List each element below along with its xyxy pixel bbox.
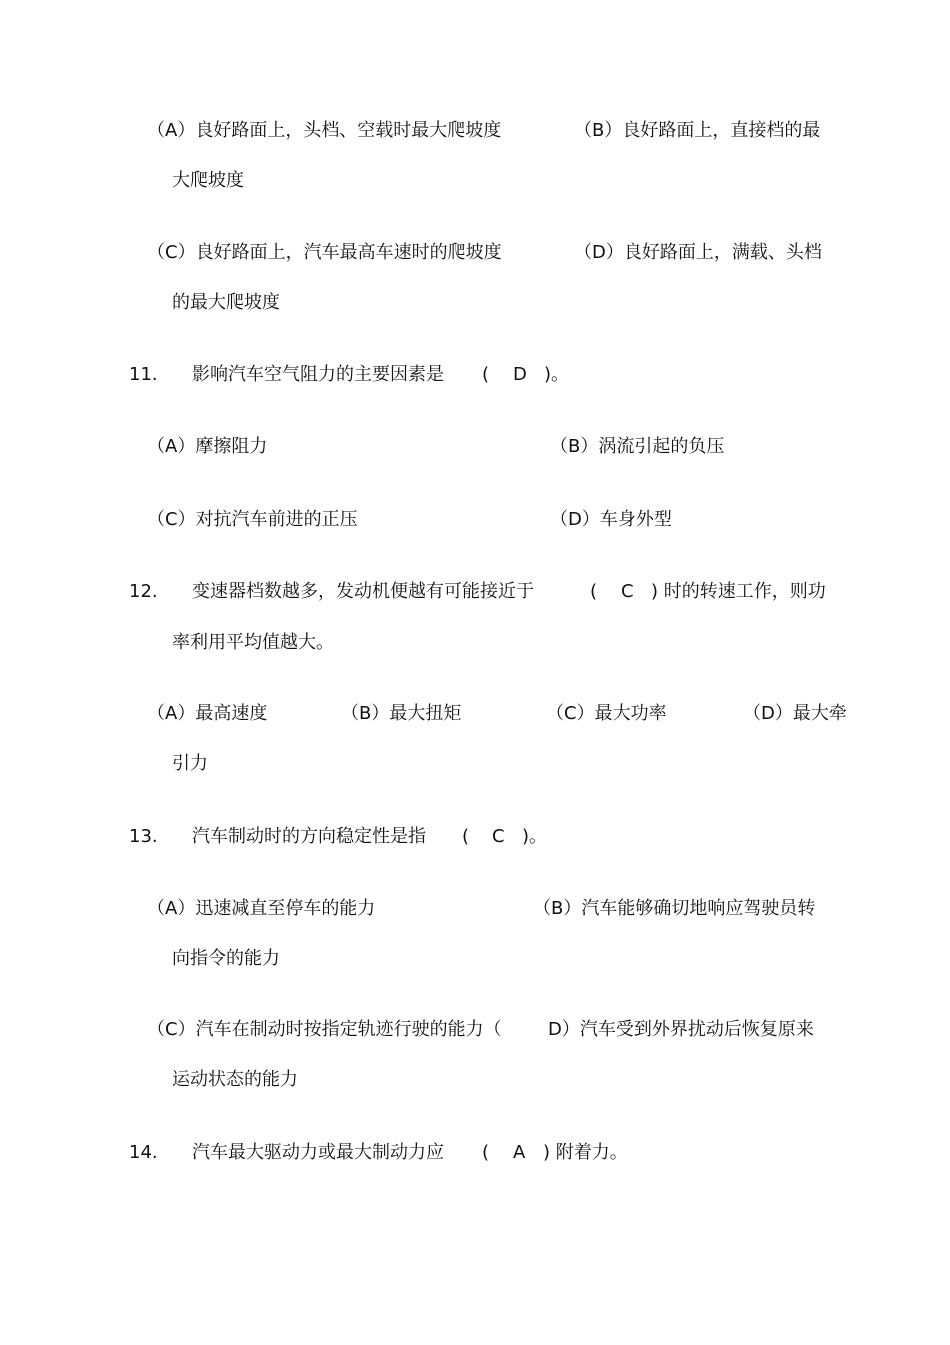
answer-letter: C xyxy=(492,826,505,847)
answer-letter: D xyxy=(513,364,527,385)
option-a: （A）最高速度 xyxy=(147,703,268,724)
option-b: （B）良好路面上，直接档的最 xyxy=(574,120,821,141)
answer-paren-close: )。 xyxy=(544,364,570,385)
option-d-continued: 的最大爬坡度 xyxy=(172,292,280,313)
question-stem: 汽车最大驱动力或最大制动力应 xyxy=(192,1142,444,1163)
option-a: （A）良好路面上，头档、空载时最大爬坡度 xyxy=(147,120,502,141)
question-stem-after: ) 时的转速工作，则功 xyxy=(651,581,826,602)
answer-paren-close: )。 xyxy=(522,826,548,847)
option-c: （C）汽车在制动时按指定轨迹行驶的能力（ xyxy=(147,1019,502,1040)
answer-paren-open: ( xyxy=(482,1142,490,1163)
option-d: D）汽车受到外界扰动后恢复原来 xyxy=(548,1019,814,1040)
option-c: （C）良好路面上，汽车最高车速时的爬坡度 xyxy=(147,242,502,263)
option-d: （D）车身外型 xyxy=(550,509,672,530)
option-d: （D）最大牵 xyxy=(743,703,847,724)
question-number: 13. xyxy=(129,826,158,847)
question-number: 14. xyxy=(129,1142,158,1163)
option-a: （A）迅速减直至停车的能力 xyxy=(147,898,376,919)
option-b: （B）涡流引起的负压 xyxy=(550,436,725,457)
option-b: （B）最大扭矩 xyxy=(341,703,462,724)
option-b-continued: 向指令的能力 xyxy=(172,948,280,969)
question-stem: 影响汽车空气阻力的主要因素是 xyxy=(192,364,444,385)
answer-paren-open: ( xyxy=(482,364,490,385)
option-d-continued: 引力 xyxy=(172,753,208,774)
question-stem-after: ) 附着力。 xyxy=(543,1142,628,1163)
answer-letter: A xyxy=(513,1142,526,1163)
answer-letter: C xyxy=(621,581,634,602)
question-stem: 变速器档数越多，发动机便越有可能接近于 xyxy=(192,581,534,602)
option-d: （D）良好路面上，满载、头档 xyxy=(574,242,822,263)
option-a: （A）摩擦阻力 xyxy=(147,436,268,457)
question-stem-continued: 率利用平均值越大。 xyxy=(172,632,334,653)
question-stem: 汽车制动时的方向稳定性是指 xyxy=(192,826,426,847)
question-number: 12. xyxy=(129,581,158,602)
answer-paren-open: ( xyxy=(462,826,470,847)
question-number: 11. xyxy=(129,364,158,385)
option-c: （C）对抗汽车前进的正压 xyxy=(147,509,358,530)
option-d-continued: 运动状态的能力 xyxy=(172,1069,298,1090)
option-b: （B）汽车能够确切地响应驾驶员转 xyxy=(533,898,816,919)
option-b-continued: 大爬坡度 xyxy=(172,170,244,191)
option-c: （C）最大功率 xyxy=(546,703,667,724)
answer-paren-open: ( xyxy=(590,581,598,602)
